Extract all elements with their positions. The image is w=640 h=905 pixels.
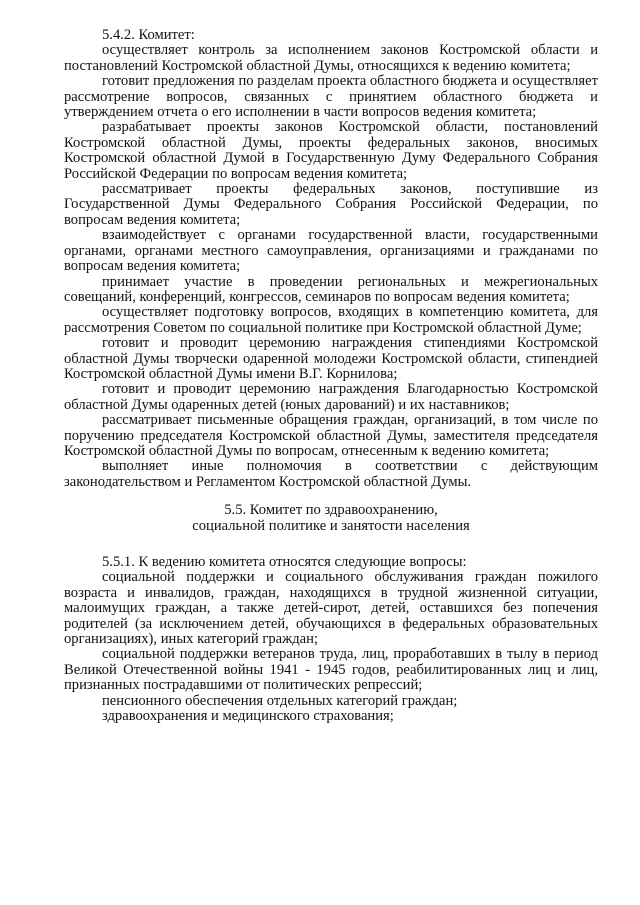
section-title-line-2: социальной политике и занятости населения [192, 517, 470, 534]
paragraph: социальной поддержки и социального обслуживания граждан пожилого возраста и инвалидов, граждан, находящихся в трудной жизненной ситуации, малоимущих граждан, а также детей-сирот, детей, оставшихся без попечения родителей (за исключением детей, обучающихся в федеральных образовательных организациях), иных категорий граждан; [64, 569, 598, 648]
paragraph: принимает участие в проведении региональных и межрегиональных совещаний, конференций, конгрессов, семинаров по вопросам ведения комитета; [64, 273, 598, 305]
paragraph: рассматривает письменные обращения граждан, организаций, в том числе по поручению председателя Костромской областной Думы, заместителя председателя Костромской областной Думы по вопросам, отнесенным к ведению комитета; [64, 412, 598, 459]
paragraph: здравоохранения и медицинского страхования; [102, 708, 394, 725]
paragraph: выполняет иные полномочия в соответствии с действующим законодательством и Регламентом Костромской областной Думы. [64, 458, 598, 490]
paragraph: осуществляет подготовку вопросов, входящих в компетенцию комитета, для рассмотрения Советом по социальной политике при Костромской областной Думе; [64, 304, 598, 336]
paragraph: рассматривает проекты федеральных законов, поступившие из Государственной Думы Федерального Собрания Российской Федерации, по вопросам ведения комитета; [64, 181, 598, 228]
paragraph: осуществляет контроль за исполнением законов Костромской области и постановлений Костромской областной Думы, относящихся к ведению комитета; [64, 42, 598, 74]
paragraph: социальной поддержки ветеранов труда, лиц, проработавших в тылу в период Великой Отечественной войны 1941 - 1945 годов, реабилитированных лиц и лиц, признанных пострадавшими от политических репрессий; [64, 646, 598, 694]
section-title-line-1: 5.5. Комитет по здравоохранению, [224, 502, 438, 519]
spacer [64, 534, 598, 555]
paragraph: готовит и проводит церемонию награждения Благодарностью Костромской областной Думы одаренных детей (юных дарований) и их наставников; [64, 381, 598, 413]
paragraph: готовит предложения по разделам проекта областного бюджета и осуществляет рассмотрение вопросов, связанных с принятием областного бюджета и утверждением отчета о его исполнении в части вопросов ведения комитета; [64, 73, 598, 121]
document-page [64, 28, 598, 724]
section-heading-5-4-2: 5.4.2. Комитет: [102, 27, 195, 43]
paragraph: разрабатывает проекты законов Костромской области, постановлений Костромской областной Думы, проекты федеральных законов, вносимых Костромской областной Думой в Государственную Думу Федерального Собрания Российской Федерации по вопросам ведения комитета; [64, 119, 598, 182]
paragraph: взаимодействует с органами государственной власти, государственными органами, органами местного самоуправления, организациями и гражданами по вопросам ведения комитета; [64, 227, 598, 275]
paragraph: пенсионного обеспечения отдельных категорий граждан; [102, 692, 458, 709]
paragraph: готовит и проводит церемонию награждения стипендиями Костромской областной Думы творчески одаренной молодежи Костромской области, стипендией Костромской областной Думы имени В.Г. Корнилова; [64, 335, 598, 382]
section-heading-5-5-1: 5.5.1. К ведению комитета относятся следующие вопросы: [102, 554, 467, 570]
